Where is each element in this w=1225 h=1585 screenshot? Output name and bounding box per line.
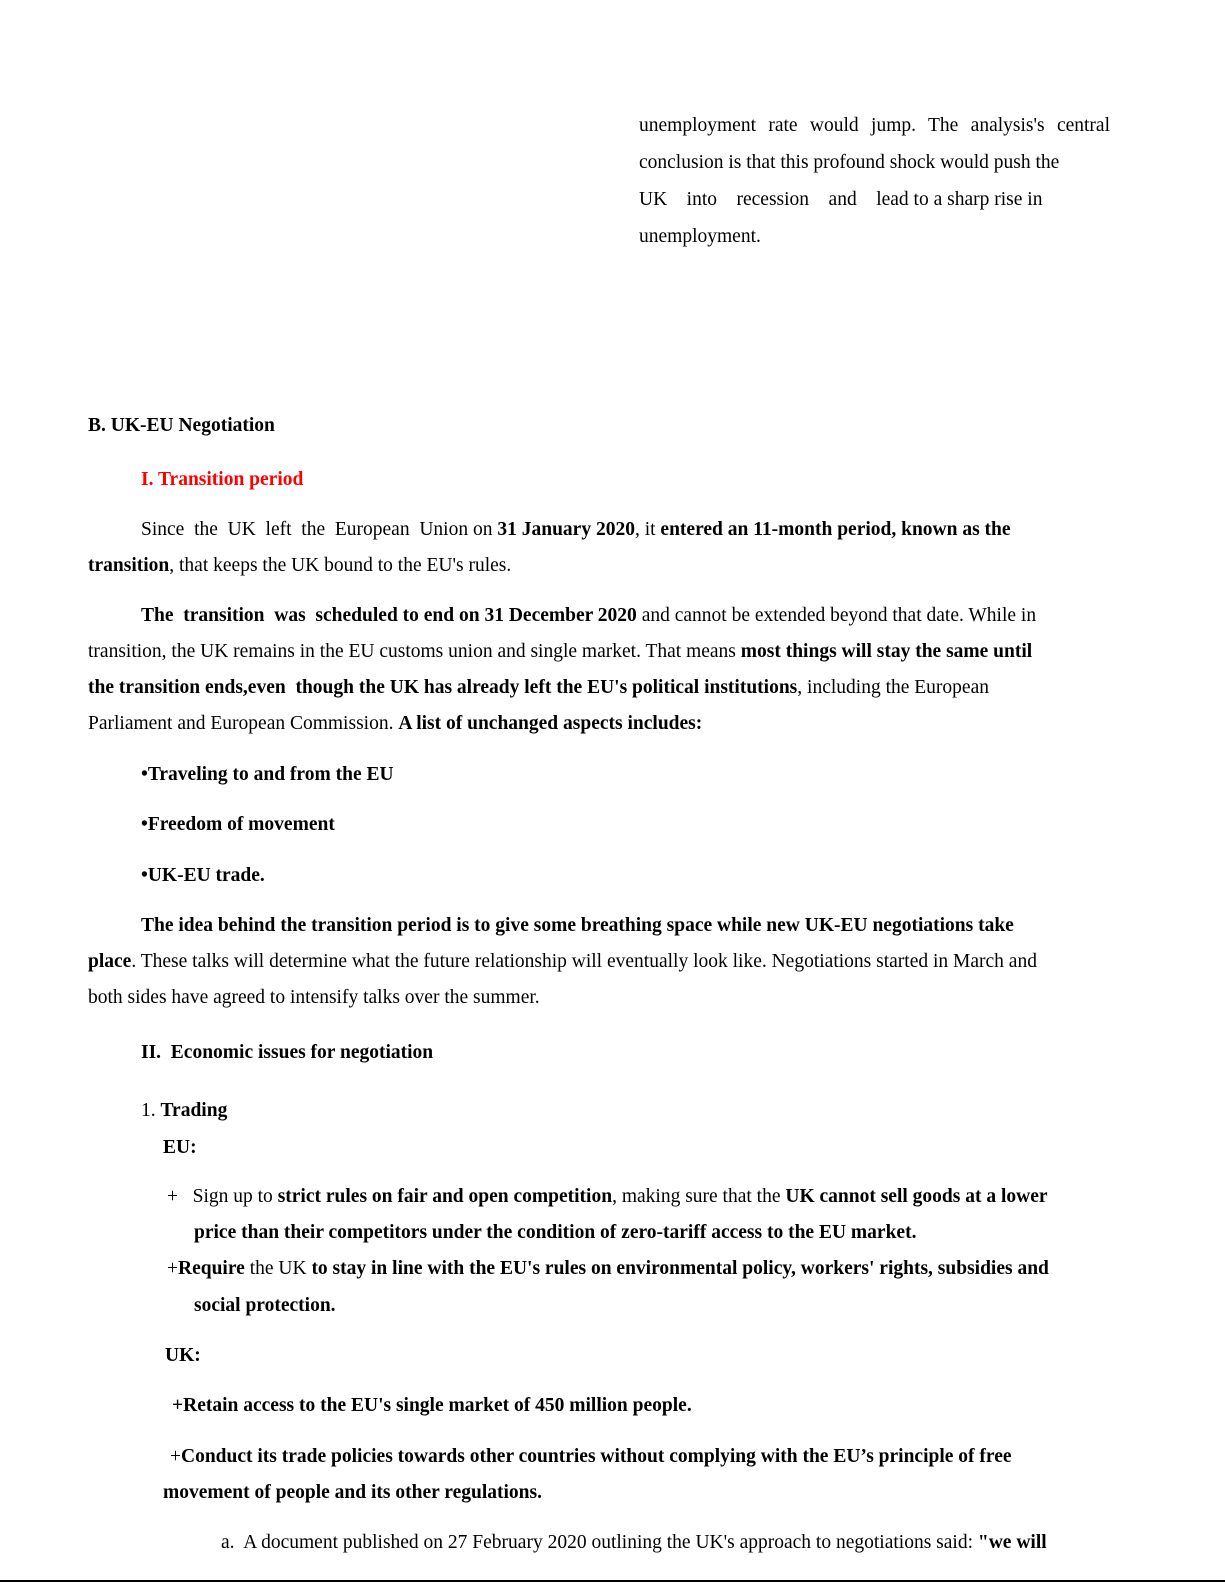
top-line-1: unemployment rate would jump. The analysis's central xyxy=(639,115,1110,136)
eu-item-1-line-2: price than their competitors under the condition of zero-tariff access to the EU market. xyxy=(194,1222,917,1243)
paragraph-2-line-2: transition, the UK remains in the EU customs union and single market. That means most things will stay the same until xyxy=(88,641,1033,662)
uk-label: UK: xyxy=(165,1345,201,1366)
paragraph-2-line-4: Parliament and European Commission. A list of unchanged aspects includes: xyxy=(88,713,703,734)
paragraph-1-line-2: transition, that keeps the UK bound to the EU's rules. xyxy=(88,555,512,576)
paragraph-2-line-3: the transition ends,even though the UK has already left the EU's political institutions, including the European xyxy=(88,677,989,698)
eu-item-2-line-1: +Require the UK to stay in line with the EU's rules on environmental policy, workers' rights, subsidies and xyxy=(167,1258,1049,1279)
paragraph-3-line-3: both sides have agreed to intensify talks over the summer. xyxy=(88,987,540,1008)
paragraph-1-line-1: Since the UK left the European Union on 31 January 2020, it entered an 11-month period, known as the xyxy=(141,519,1011,540)
page-bottom-divider xyxy=(0,1580,1225,1582)
section-heading: B. UK-EU Negotiation xyxy=(88,415,275,436)
uk-item-2-line-2: movement of people and its other regulations. xyxy=(163,1482,542,1503)
uk-item-2-line-1: +Conduct its trade policies towards other countries without complying with the EU’s principle of free xyxy=(170,1446,1012,1467)
uk-item-3-line-1: a. A document published on 27 February 2020 outlining the UK's approach to negotiations said: "we will xyxy=(221,1532,1047,1553)
eu-item-2-line-2: social protection. xyxy=(194,1295,336,1316)
paragraph-2-line-1: The transition was scheduled to end on 31 December 2020 and cannot be extended beyond that date. While in xyxy=(141,605,1037,626)
paragraph-3-line-1: The idea behind the transition period is to give some breathing space while new UK-EU negotiations take xyxy=(141,915,1014,936)
bullet-item: •Freedom of movement xyxy=(141,814,335,835)
subsection-heading-transition: I. Transition period xyxy=(141,469,304,490)
trading-heading: 1. Trading xyxy=(141,1100,228,1121)
bullet-item: •Traveling to and from the EU xyxy=(141,764,394,785)
bullet-item: •UK-EU trade. xyxy=(141,865,265,886)
top-line-2: conclusion is that this profound shock would push the xyxy=(639,152,1060,173)
subsection-heading-economic: II. Economic issues for negotiation xyxy=(141,1042,434,1063)
paragraph-3-line-2: place. These talks will determine what the future relationship will eventually look like. Negotiations started in March and xyxy=(88,951,1037,972)
top-line-3: UK into recession and lead to a sharp rise in xyxy=(639,189,1043,210)
eu-label: EU: xyxy=(163,1137,197,1158)
uk-item-1: +Retain access to the EU's single market of 450 million people. xyxy=(172,1395,692,1416)
eu-item-1-line-1: + Sign up to strict rules on fair and open competition, making sure that the UK cannot sell goods at a lower xyxy=(167,1186,1048,1207)
top-line-4: unemployment. xyxy=(639,226,761,247)
